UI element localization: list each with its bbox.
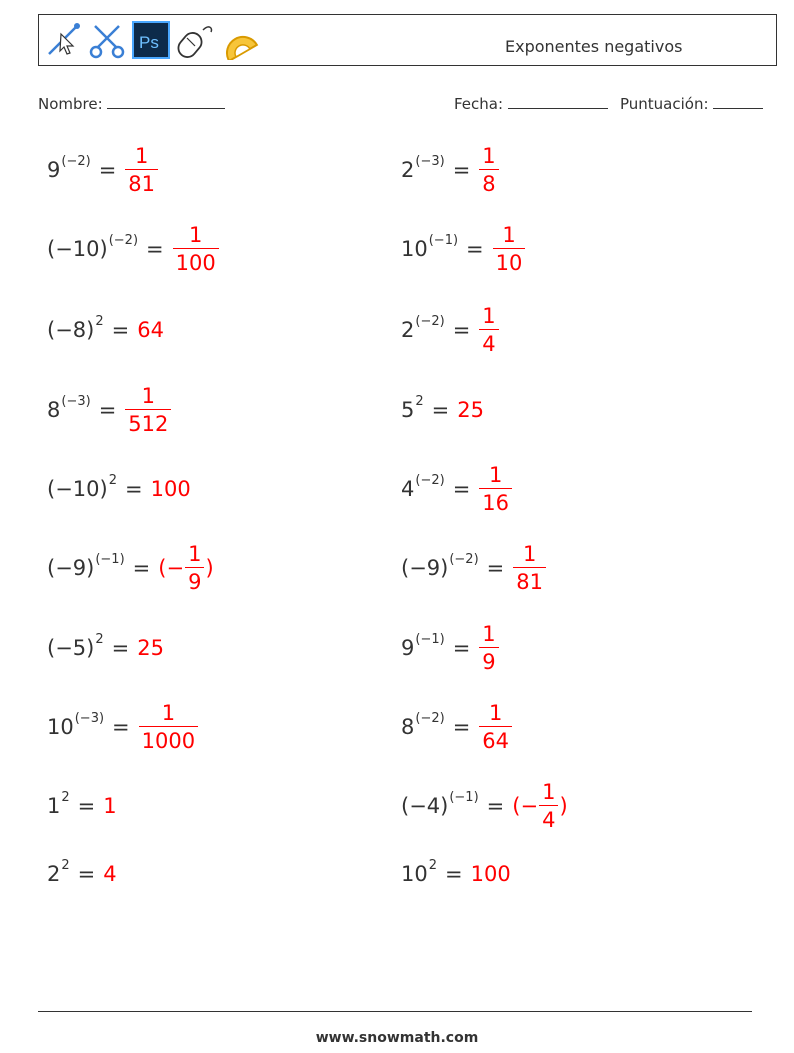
problem-answer (103, 862, 116, 886)
problem-base: 4 (401, 477, 415, 501)
problem-exponent: 2 (415, 393, 424, 409)
fraction-denominator: 8 (479, 169, 498, 198)
problem-exponent: (−2) (449, 551, 479, 567)
equals-sign: = (486, 794, 505, 818)
name-blank[interactable] (107, 94, 225, 109)
equals-sign: = (486, 556, 505, 580)
equals-sign: = (111, 636, 130, 660)
problem-answer (492, 222, 527, 277)
computer-mouse-icon (175, 20, 215, 60)
fraction-numerator: 1 (488, 462, 503, 487)
header-box (38, 14, 777, 66)
problem-exponent: (−1) (415, 631, 445, 647)
problem-exponent: 2 (108, 472, 117, 488)
problem-base: (−5) (47, 636, 95, 660)
problem-item (47, 140, 159, 200)
answer-value: 100 (150, 477, 191, 501)
problem-item (47, 538, 214, 598)
equals-sign: = (124, 477, 143, 501)
fraction-denominator: 81 (513, 567, 546, 596)
problem-answer (158, 541, 213, 596)
fraction-denominator: 81 (125, 169, 158, 198)
photoshop-icon (131, 20, 171, 60)
answer-value: 25 (137, 636, 164, 660)
problem-exponent: (−1) (95, 551, 125, 567)
problem-base: 10 (401, 862, 428, 886)
scissors-icon (87, 20, 127, 60)
answer-fraction (185, 541, 204, 596)
equals-sign: = (111, 318, 130, 342)
problem-item (47, 618, 164, 678)
date-label: Fecha: (454, 95, 504, 113)
problem-base: (−9) (47, 556, 95, 580)
problem-base: 2 (47, 862, 61, 886)
header-icons (43, 20, 259, 60)
problem-answer (478, 143, 499, 198)
problem-item (47, 459, 191, 519)
fraction-denominator: 9 (185, 567, 204, 596)
equals-sign: = (452, 477, 471, 501)
equals-sign: = (98, 158, 117, 182)
answer-fraction (539, 779, 558, 834)
problem-item (47, 219, 220, 279)
problem-answer (137, 636, 164, 660)
fraction-denominator: 100 (173, 248, 219, 277)
answer-fraction (513, 541, 546, 596)
fraction-numerator: 1 (488, 700, 503, 725)
answer-fraction (493, 222, 526, 277)
answer-fraction (173, 222, 219, 277)
problem-item (47, 776, 117, 836)
fraction-numerator: 1 (502, 222, 516, 247)
problem-base: (−9) (401, 556, 449, 580)
problem-item (401, 140, 500, 200)
problem-item (401, 697, 513, 757)
problem-item (401, 300, 500, 360)
photoshop-icon-label: Ps (139, 33, 159, 52)
problem-exponent: 2 (95, 313, 104, 329)
problem-exponent: (−2) (61, 153, 91, 169)
equals-sign: = (466, 237, 484, 261)
answer-value: 100 (470, 862, 511, 886)
problem-item (401, 618, 500, 678)
problem-base: 10 (401, 237, 428, 261)
equals-sign: = (452, 318, 471, 342)
problem-answer (512, 541, 547, 596)
fraction-numerator: 1 (134, 143, 149, 168)
equals-sign: = (146, 237, 164, 261)
equals-sign: = (77, 794, 96, 818)
score-label: Puntuación: (620, 95, 709, 113)
problem-exponent: (−1) (449, 789, 479, 805)
fraction-denominator: 4 (479, 329, 498, 358)
problem-item (401, 219, 526, 279)
problem-base: (−8) (47, 318, 95, 342)
answer-value: 64 (137, 318, 164, 342)
problem-answer (471, 862, 511, 886)
problem-base: 8 (47, 398, 61, 422)
problem-answer (478, 700, 513, 755)
problem-exponent: 2 (61, 857, 70, 873)
problem-base: 9 (47, 158, 61, 182)
answer-fraction (479, 143, 498, 198)
footer-divider (38, 1011, 752, 1012)
problem-answer (137, 318, 164, 342)
problem-item (47, 844, 117, 904)
equals-sign: = (431, 398, 450, 422)
problem-exponent: 2 (61, 789, 70, 805)
problem-exponent: (−2) (108, 232, 139, 248)
fraction-denominator: 9 (479, 647, 498, 676)
fraction-numerator: 1 (522, 541, 537, 566)
answer-value: 1 (103, 794, 117, 818)
problem-answer (124, 143, 159, 198)
answer-close-paren: ) (205, 556, 214, 580)
problem-item (401, 538, 547, 598)
problem-base: 9 (401, 636, 415, 660)
fraction-numerator: 1 (141, 383, 156, 408)
problem-exponent: (−3) (61, 393, 91, 409)
date-field (454, 94, 608, 113)
problem-item (401, 459, 513, 519)
answer-value: 4 (103, 862, 117, 886)
fraction-numerator: 1 (188, 222, 203, 247)
score-field (620, 94, 763, 113)
fraction-denominator: 4 (539, 805, 558, 834)
problem-exponent: 2 (428, 857, 438, 873)
date-blank[interactable] (508, 94, 608, 109)
answer-open-paren: (− (512, 794, 539, 818)
fraction-denominator: 10 (493, 248, 526, 277)
problem-answer (138, 700, 199, 755)
problem-base: 1 (47, 794, 61, 818)
problem-answer (478, 303, 499, 358)
fraction-numerator: 1 (188, 541, 202, 566)
fraction-denominator: 16 (479, 488, 512, 517)
problem-answer (124, 383, 172, 438)
problem-exponent: (−2) (415, 313, 445, 329)
fraction-denominator: 1000 (139, 726, 198, 755)
problem-item (47, 380, 172, 440)
problem-base: 10 (47, 715, 74, 739)
problem-base: (−10) (47, 477, 108, 501)
worksheet-title: Exponentes negativos (505, 37, 683, 56)
problem-base: (−4) (401, 794, 449, 818)
answer-fraction (479, 621, 498, 676)
fraction-denominator: 512 (125, 409, 171, 438)
problem-item (401, 844, 511, 904)
problem-base: 8 (401, 715, 415, 739)
problem-exponent: (−2) (415, 472, 445, 488)
answer-open-paren: (− (158, 556, 185, 580)
equals-sign: = (98, 398, 117, 422)
answer-fraction (479, 462, 512, 517)
geometry-tool-icon (43, 20, 83, 60)
fraction-numerator: 1 (482, 303, 496, 328)
problem-base: (−10) (47, 237, 108, 261)
problem-base: 2 (401, 158, 415, 182)
equals-sign: = (77, 862, 96, 886)
answer-fraction (125, 383, 171, 438)
fraction-numerator: 1 (482, 621, 496, 646)
name-field (38, 94, 225, 113)
problem-exponent: 2 (95, 631, 104, 647)
problem-item (401, 776, 568, 836)
problem-exponent: (−3) (74, 710, 105, 726)
fraction-numerator: 1 (542, 779, 556, 804)
fraction-numerator: 1 (482, 143, 496, 168)
equals-sign: = (452, 636, 471, 660)
problem-item (47, 697, 199, 757)
name-label: Nombre: (38, 95, 103, 113)
score-blank[interactable] (713, 94, 763, 109)
problem-answer (151, 477, 191, 501)
problem-answer (103, 794, 116, 818)
problem-base: 2 (401, 318, 415, 342)
footer-website: www.snowmath.com (315, 1030, 479, 1046)
equals-sign: = (132, 556, 151, 580)
answer-value: 25 (457, 398, 484, 422)
problem-exponent: (−3) (415, 153, 445, 169)
problem-answer (478, 462, 513, 517)
problem-answer (457, 398, 484, 422)
protractor-icon (219, 20, 259, 60)
problem-answer (512, 779, 567, 834)
fraction-denominator: 64 (479, 726, 512, 755)
problem-answer (172, 222, 220, 277)
equals-sign: = (445, 862, 463, 886)
problem-answer (478, 621, 499, 676)
answer-fraction (139, 700, 198, 755)
fraction-numerator: 1 (161, 700, 176, 725)
answer-fraction (479, 700, 512, 755)
problem-exponent: (−2) (415, 710, 445, 726)
answer-fraction (479, 303, 498, 358)
answer-fraction (125, 143, 158, 198)
equals-sign: = (112, 715, 130, 739)
answer-close-paren: ) (559, 794, 568, 818)
equals-sign: = (452, 715, 471, 739)
problem-exponent: (−1) (428, 232, 459, 248)
problem-base: 5 (401, 398, 415, 422)
equals-sign: = (452, 158, 471, 182)
problem-item (47, 300, 164, 360)
problem-item (401, 380, 484, 440)
